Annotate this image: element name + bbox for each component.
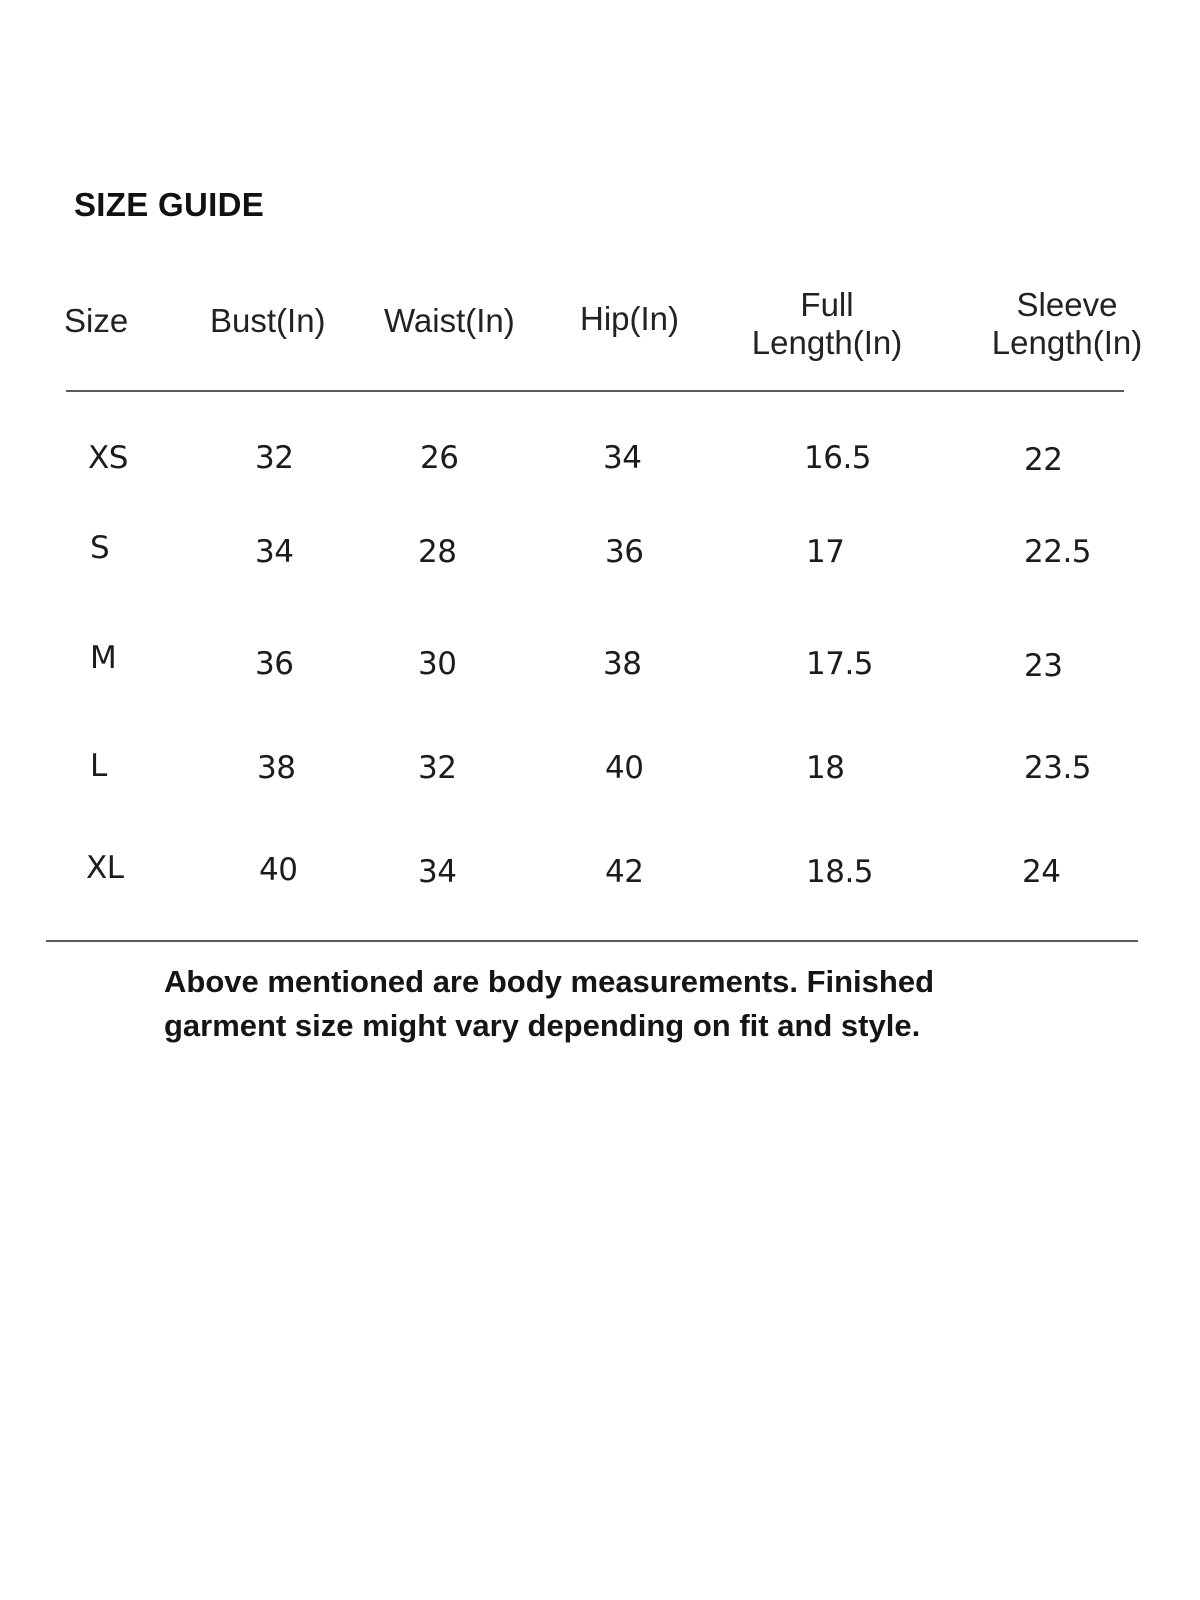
cell-sleeve-length: 23 [1024, 648, 1063, 684]
cell-bust: 40 [259, 852, 298, 888]
cell-sleeve-length: 23.5 [1024, 750, 1092, 786]
cell-hip: 38 [603, 646, 642, 682]
cell-hip: 34 [603, 440, 642, 476]
cell-hip: 36 [605, 534, 644, 570]
header-full-length [740, 286, 914, 362]
header-size: Size [64, 302, 129, 339]
cell-full-length: 18 [806, 750, 845, 786]
cell-waist: 28 [418, 534, 457, 570]
cell-bust: 32 [255, 440, 294, 476]
cell-hip: 40 [605, 750, 644, 786]
header-bust: Bust(In) [210, 302, 326, 339]
header-divider [66, 390, 1124, 392]
cell-hip: 42 [605, 854, 644, 890]
header-hip: Hip(In) [580, 300, 680, 337]
cell-full-length: 16.5 [804, 440, 872, 476]
measurement-note-line1: Above mentioned are body measurements. Finished [164, 964, 935, 999]
cell-size: S [90, 530, 110, 566]
cell-full-length: 17 [806, 534, 845, 570]
cell-bust: 38 [257, 750, 296, 786]
cell-waist: 32 [418, 750, 457, 786]
measurement-note-line2: garment size might vary depending on fit and style. [164, 1008, 921, 1043]
header-sleeve-length [980, 286, 1154, 362]
cell-size: L [90, 748, 107, 784]
cell-bust: 34 [255, 534, 294, 570]
size-guide-title: SIZE GUIDE [74, 186, 265, 223]
cell-sleeve-length: 22.5 [1024, 534, 1092, 570]
table-bottom-divider [46, 940, 1138, 942]
cell-waist: 30 [418, 646, 457, 682]
cell-sleeve-length: 22 [1024, 442, 1063, 478]
cell-bust: 36 [255, 646, 294, 682]
cell-size: M [90, 640, 117, 676]
cell-sleeve-length: 24 [1022, 854, 1061, 890]
measurement-note [164, 960, 1084, 1048]
cell-waist: 34 [418, 854, 457, 890]
cell-full-length: 18.5 [806, 854, 874, 890]
header-sleeve-length-line1: Sleeve [1016, 286, 1118, 323]
cell-full-length: 17.5 [806, 646, 874, 682]
header-full-length-line1: Full [800, 286, 854, 323]
header-waist: Waist(In) [384, 302, 515, 339]
cell-size: XS [88, 440, 128, 476]
header-sleeve-length-line2: Length(In) [991, 324, 1143, 361]
cell-waist: 26 [420, 440, 459, 476]
cell-size: XL [86, 850, 124, 886]
header-full-length-line2: Length(In) [751, 324, 903, 361]
